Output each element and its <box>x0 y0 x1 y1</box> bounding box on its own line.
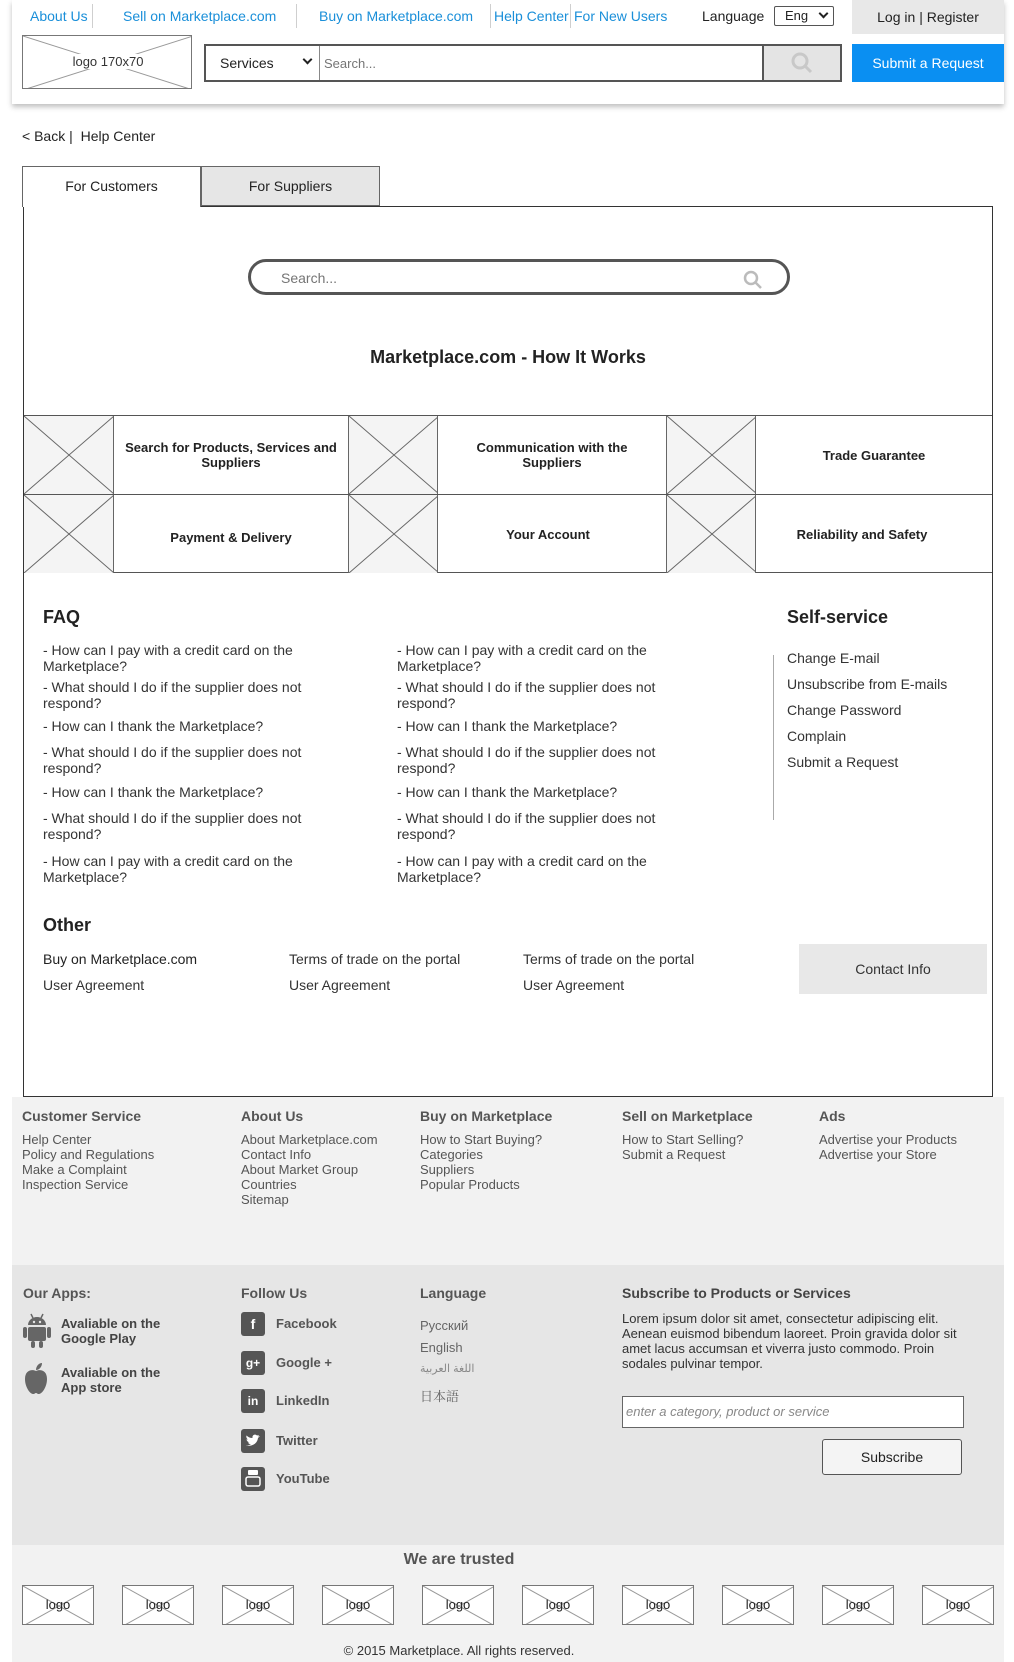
footer-col-title: About Us <box>241 1108 304 1124</box>
apps-title: Our Apps: <box>23 1285 91 1301</box>
language-select-value: Eng <box>785 8 809 23</box>
app-store-line1: Avaliable on the <box>61 1365 161 1380</box>
chevron-down-icon <box>303 55 313 65</box>
image-placeholder-icon <box>24 495 114 573</box>
search-icon <box>764 46 842 80</box>
facebook-icon[interactable]: f <box>241 1312 265 1336</box>
toplink-new-users[interactable]: For New Users <box>574 8 668 24</box>
footer-link[interactable]: Sitemap <box>241 1192 289 1207</box>
faq-link[interactable]: - How can I thank the Marketplace? <box>43 718 264 734</box>
search-icon[interactable] <box>741 268 765 292</box>
faq-link[interactable]: - How can I pay with a credit card on the Marketplace? <box>43 642 293 674</box>
self-service-change-password[interactable]: Change Password <box>787 702 902 718</box>
partner-logo-text: logo <box>645 1597 671 1612</box>
search-input[interactable] <box>322 46 756 80</box>
google-play-link[interactable] <box>61 1316 160 1346</box>
topics-grid <box>24 415 992 573</box>
language-title: Language <box>420 1285 487 1301</box>
partner-logo-text: logo <box>545 1597 571 1612</box>
breadcrumb-separator: | <box>69 128 73 144</box>
faq-link[interactable]: - How can I pay with a credit card on the Marketplace? <box>43 853 293 885</box>
topbar-divider <box>490 4 491 28</box>
footer-col-title: Buy on Marketplace <box>420 1108 553 1124</box>
footer-col-title: Customer Service <box>22 1108 142 1124</box>
self-service-submit-request[interactable]: Submit a Request <box>787 754 899 770</box>
self-service-divider <box>773 655 774 820</box>
toplink-sell[interactable]: Sell on Marketplace.com <box>123 8 277 24</box>
topic-your-account[interactable]: Your Account <box>506 526 590 542</box>
faq-link[interactable]: - How can I pay with a credit card on the Marketplace? <box>397 853 647 885</box>
android-icon[interactable] <box>22 1313 52 1349</box>
google-plus-icon[interactable]: g+ <box>241 1351 265 1375</box>
social-youtube[interactable]: YouTube <box>276 1471 330 1486</box>
social-twitter[interactable]: Twitter <box>276 1433 318 1448</box>
trusted-title: We are trusted <box>403 1551 515 1568</box>
partner-logo[interactable] <box>522 1585 594 1625</box>
footer-link[interactable]: Make a Complaint <box>22 1162 127 1177</box>
partner-logo[interactable] <box>922 1585 994 1625</box>
social-linkedin[interactable]: LinkedIn <box>276 1393 330 1408</box>
partner-logo-text: logo <box>945 1597 971 1612</box>
partner-logo[interactable] <box>222 1585 294 1625</box>
toplink-buy[interactable]: Buy on Marketplace.com <box>319 8 474 24</box>
faq-link[interactable]: - How can I thank the Marketplace? <box>43 784 264 800</box>
partner-logo[interactable] <box>722 1585 794 1625</box>
self-service-unsubscribe[interactable]: Unsubscribe from E-mails <box>787 676 948 692</box>
other-user-agreement[interactable]: User Agreement <box>43 977 145 993</box>
image-placeholder-icon <box>349 495 438 573</box>
footer-link[interactable]: Categories <box>420 1147 483 1162</box>
trusted-section <box>12 1545 1004 1662</box>
partner-logo-text: logo <box>245 1597 271 1612</box>
self-service-complain[interactable]: Complain <box>787 728 847 744</box>
footer-col-title: Ads <box>819 1108 846 1124</box>
topic-reliability-safety[interactable]: Reliability and Safety <box>796 526 928 542</box>
site-logo[interactable] <box>22 35 192 89</box>
site-header <box>12 0 1004 104</box>
partner-logo-text: logo <box>745 1597 771 1612</box>
footer-extras <box>12 1265 1004 1545</box>
footer-link[interactable]: How to Start Selling? <box>622 1132 744 1147</box>
copyright: © 2015 Marketplace. All rights reserved. <box>343 1643 575 1658</box>
topic-search-products[interactable]: Search for Products, Services and Suppliers <box>125 440 337 470</box>
help-center-panel <box>23 206 993 1097</box>
other-buy-link[interactable]: Buy on Marketplace.com <box>43 951 198 967</box>
partner-logo-text: logo <box>145 1597 171 1612</box>
subscribe-title: Subscribe to Products or Services <box>622 1285 851 1301</box>
other-title: Other <box>43 915 92 935</box>
partner-logo-text: logo <box>45 1597 71 1612</box>
other-terms-link[interactable]: Terms of trade on the portal <box>289 951 461 967</box>
faq-link[interactable]: - How can I thank the Marketplace? <box>397 718 618 734</box>
footer-link[interactable]: Countries <box>241 1177 297 1192</box>
chevron-down-icon <box>819 9 829 19</box>
tab-for-customers[interactable]: For Customers <box>22 166 201 207</box>
topbar-divider <box>570 4 571 28</box>
language-russian[interactable]: Русский <box>420 1318 469 1333</box>
footer-link[interactable]: Popular Products <box>420 1177 520 1192</box>
category-select[interactable] <box>206 46 320 80</box>
faq-link[interactable]: - How can I thank the Marketplace? <box>397 784 618 800</box>
topbar-divider <box>92 4 93 28</box>
faq-link[interactable]: - What should I do if the supplier does not respond? <box>43 679 302 711</box>
footer-link[interactable]: Advertise your Store <box>819 1147 937 1162</box>
faq-link[interactable]: - What should I do if the supplier does not respond? <box>397 679 656 711</box>
follow-us-title: Follow Us <box>241 1285 308 1301</box>
login-separator: | <box>919 9 923 25</box>
self-service-change-email[interactable]: Change E-mail <box>787 650 880 666</box>
youtube-icon[interactable] <box>241 1467 265 1491</box>
footer-link[interactable]: Advertise your Products <box>819 1132 958 1147</box>
app-store-line2: App store <box>61 1380 122 1395</box>
topic-payment-delivery[interactable]: Payment & Delivery <box>170 529 292 545</box>
footer-link[interactable]: Inspection Service <box>22 1177 129 1192</box>
topic-image <box>24 495 114 573</box>
category-select-value: Services <box>220 55 274 71</box>
partner-logo-text: logo <box>345 1597 371 1612</box>
partner-logo[interactable] <box>322 1585 394 1625</box>
partner-logo[interactable] <box>822 1585 894 1625</box>
footer-link[interactable]: Suppliers <box>420 1162 475 1177</box>
language-english[interactable]: English <box>420 1340 463 1355</box>
faq-link[interactable]: - What should I do if the supplier does not respond? <box>43 810 302 842</box>
breadcrumb <box>22 128 155 144</box>
breadcrumb-current: Help Center <box>80 128 156 144</box>
footer-link[interactable]: Policy and Regulations <box>22 1147 155 1162</box>
footer-link[interactable]: How to Start Buying? <box>420 1132 543 1147</box>
faq-link[interactable]: - What should I do if the supplier does not respond? <box>43 744 302 776</box>
contact-info-button[interactable]: Contact Info <box>799 944 987 994</box>
topic-trade-guarantee[interactable]: Trade Guarantee <box>822 447 926 463</box>
partner-logo-text: logo <box>445 1597 471 1612</box>
main-search-bar <box>204 44 842 82</box>
login-register-button[interactable] <box>852 0 1004 34</box>
topic-image <box>666 495 756 573</box>
language-japanese[interactable]: 日本語 <box>420 1389 460 1404</box>
partner-logo[interactable] <box>622 1585 694 1625</box>
subscribe-button[interactable]: Subscribe <box>822 1439 962 1475</box>
footer-link[interactable]: About Market Group <box>241 1162 359 1177</box>
footer-link[interactable]: About Marketplace.com <box>241 1132 378 1147</box>
apple-icon[interactable] <box>22 1361 50 1395</box>
social-facebook[interactable]: Facebook <box>276 1316 337 1331</box>
faq-title: FAQ <box>43 607 81 627</box>
google-play-line1: Avaliable on the <box>61 1316 161 1331</box>
faq-link[interactable]: - How can I pay with a credit card on the Marketplace? <box>397 642 647 674</box>
self-service-title: Self-service <box>787 607 889 627</box>
subscribe-description: Lorem ipsum dolor sit amet, consectetur adipiscing elit. Aenean euismod bibendum laoreet. Proin gravida dolor sit amet lacus accumsan et viverra justo commodo. Proin sodales pulvinar tempor. <box>622 1311 957 1371</box>
subscribe-input[interactable]: enter a category, product or service <box>622 1396 964 1428</box>
other-user-agreement[interactable]: User Agreement <box>289 977 391 993</box>
google-play-line2: Google Play <box>61 1331 137 1346</box>
partner-logo[interactable] <box>22 1585 94 1625</box>
register-link[interactable]: Register <box>926 9 979 25</box>
topic-communication[interactable]: Communication with the Suppliers <box>476 440 628 470</box>
help-search-bar <box>248 259 790 295</box>
toplink-about-us[interactable]: About Us <box>30 8 88 24</box>
logo-text: logo 170x70 <box>68 54 148 69</box>
footer-links <box>12 1097 1004 1265</box>
social-google-plus[interactable]: Google + <box>276 1355 332 1370</box>
image-placeholder-icon <box>24 416 114 494</box>
toplink-help-center[interactable]: Help Center <box>494 8 569 24</box>
partner-logo-text: logo <box>845 1597 871 1612</box>
linkedin-icon[interactable]: in <box>241 1389 265 1413</box>
topic-image <box>348 416 438 494</box>
footer-link[interactable]: Submit a Request <box>622 1147 726 1162</box>
topic-image <box>666 416 756 494</box>
footer-link[interactable]: Help Center <box>22 1132 92 1147</box>
other-user-agreement[interactable]: User Agreement <box>523 977 625 993</box>
submit-request-button[interactable]: Submit a Request <box>852 44 1004 82</box>
topbar-divider <box>296 4 297 28</box>
app-store-link[interactable] <box>61 1365 160 1395</box>
login-link[interactable]: Log in <box>877 9 916 25</box>
language-arabic[interactable]: اللغة العربية <box>420 1363 475 1375</box>
how-it-works-title: Marketplace.com - How It Works <box>370 347 646 367</box>
partner-logo[interactable] <box>422 1585 494 1625</box>
image-placeholder-icon <box>349 416 438 494</box>
back-link[interactable]: < Back <box>22 128 66 144</box>
partner-logo[interactable] <box>122 1585 194 1625</box>
help-search-input[interactable] <box>281 268 701 288</box>
image-placeholder-icon <box>667 416 756 494</box>
twitter-icon[interactable] <box>241 1429 265 1453</box>
image-placeholder-icon <box>667 495 756 573</box>
search-button[interactable] <box>762 46 840 80</box>
other-terms-link[interactable]: Terms of trade on the portal <box>523 951 695 967</box>
topic-image <box>24 416 114 494</box>
faq-link[interactable]: - What should I do if the supplier does not respond? <box>397 744 656 776</box>
footer-col-title: Sell on Marketplace <box>622 1108 753 1124</box>
language-select[interactable] <box>774 6 834 26</box>
tab-for-suppliers[interactable]: For Suppliers <box>201 166 380 206</box>
language-label: Language <box>702 8 765 24</box>
topic-image <box>348 495 438 573</box>
footer-link[interactable]: Contact Info <box>241 1147 312 1162</box>
faq-link[interactable]: - What should I do if the supplier does not respond? <box>397 810 656 842</box>
